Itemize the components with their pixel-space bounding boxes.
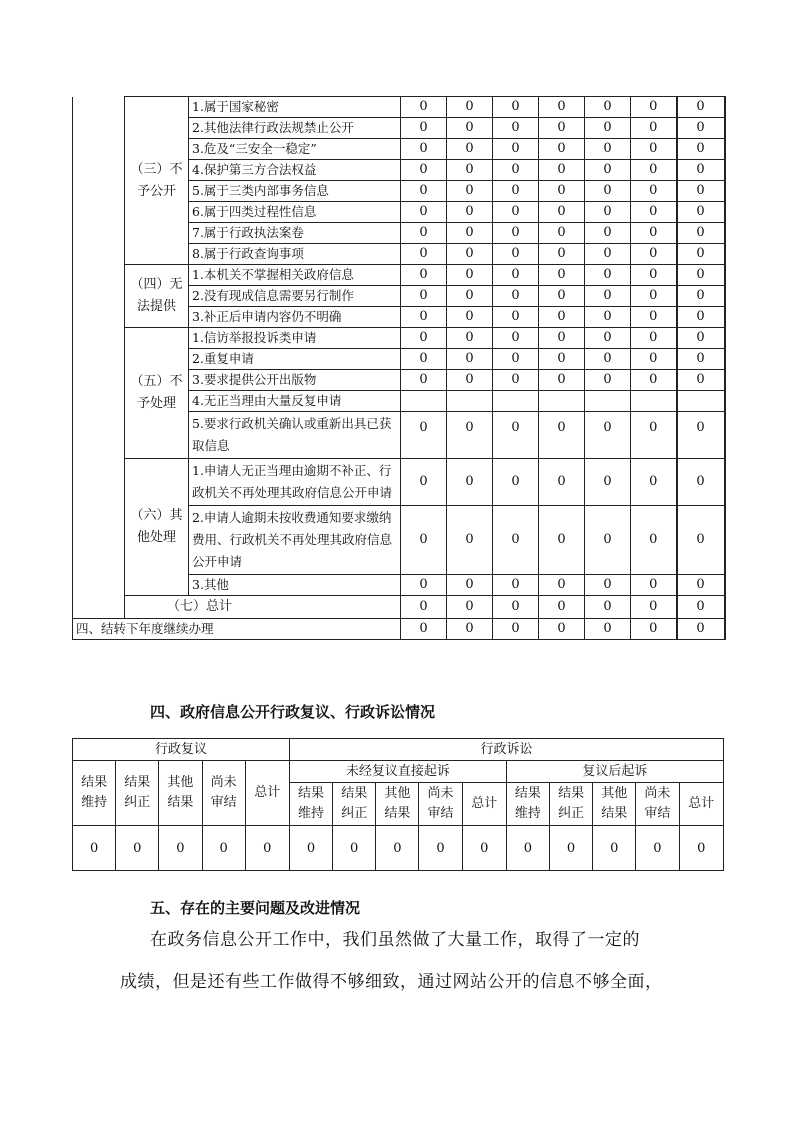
value-cell: 0 [447,202,493,223]
value-cell: 0 [677,223,725,244]
value-cell: 0 [493,412,539,459]
value-cell: 0 [585,459,631,506]
value-cell: 0 [401,328,447,349]
column-header-line: 纠正 [558,806,585,821]
value-cell: 0 [401,506,447,575]
value-cell: 0 [447,97,493,118]
value-cell: 0 [585,619,631,640]
value-cell: 0 [447,459,493,506]
column-header [462,783,506,826]
column-header-line: 总计 [688,796,715,811]
value-cell: 0 [631,286,677,307]
value-cell: 0 [677,370,725,391]
value-cell: 0 [585,286,631,307]
total-label: （七）总计 [125,596,401,619]
category-cell: （五）不予处理 [125,328,189,459]
section4-heading: 四、政府信息公开行政复议、行政诉讼情况 [150,703,436,721]
value-cell: 0 [447,575,493,596]
value-cell: 0 [677,349,725,370]
table-row [73,328,725,349]
review-litigation-table [72,738,724,871]
value-cell: 0 [677,244,725,265]
column-header-line: 维持 [298,806,325,821]
section5-heading: 五、存在的主要问题及改进情况 [150,899,361,917]
value-cell: 0 [539,202,585,223]
value-cell: 0 [636,826,679,871]
value-cell: 0 [539,349,585,370]
column-header-line: 结果 [298,786,325,801]
value-cell: 0 [493,286,539,307]
column-header [73,761,116,826]
value-cell: 0 [401,181,447,202]
column-header-line: 结果 [558,786,585,801]
review-header: 行政复议 [73,739,290,761]
value-cell: 0 [401,160,447,181]
row-label: 3.其他 [189,575,401,596]
column-header-line: 其他 [384,786,411,801]
value-cell: 0 [631,244,677,265]
direct-header: 未经复议直接起诉 [289,761,506,783]
column-header [376,783,419,826]
category-cell: （六）其他处理 [125,459,189,596]
value-cell: 0 [447,265,493,286]
value-cell: 0 [539,139,585,160]
value-cell: 0 [462,826,506,871]
row-label: 8.属于行政查询事项 [189,244,401,265]
value-cell: 0 [419,826,462,871]
value-cell: 0 [539,244,585,265]
value-cell: 0 [202,826,245,871]
row-label: 1.属于国家秘密 [189,97,401,118]
row-label: 2.没有现成信息需要另行制作 [189,286,401,307]
value-cell: 0 [539,118,585,139]
column-header-line: 结果 [514,786,541,801]
column-header-line: 其他 [167,775,194,790]
value-cell: 0 [677,328,725,349]
value-cell: 0 [539,328,585,349]
carryover-row [73,619,725,640]
column-header-line: 结果 [341,786,368,801]
column-header [289,783,332,826]
value-cell: 0 [585,596,631,619]
value-cell: 0 [585,412,631,459]
value-cell: 0 [631,349,677,370]
column-header-line: 尚未 [644,786,671,801]
category-cell: （四）无法提供 [125,265,189,328]
column-header [333,783,376,826]
value-cell: 0 [549,826,592,871]
value-cell: 0 [401,202,447,223]
value-cell: 0 [539,265,585,286]
value-cell: 0 [677,412,725,459]
value-cell: 0 [593,826,636,871]
value-cell: 0 [677,619,725,640]
value-cell: 0 [539,506,585,575]
value-cell: 0 [401,459,447,506]
value-cell: 0 [539,619,585,640]
value-cell: 0 [73,826,116,871]
value-cell: 0 [447,118,493,139]
value-cell: 0 [677,181,725,202]
value-cell: 0 [401,412,447,459]
value-cell: 0 [401,97,447,118]
value-cell: 0 [677,286,725,307]
value-cell: 0 [447,328,493,349]
value-cell: 0 [631,575,677,596]
value-cell: 0 [493,202,539,223]
disclosure-results-table [72,96,726,640]
value-cell: 0 [585,97,631,118]
value-cell: 0 [585,370,631,391]
value-cell: 0 [493,139,539,160]
value-cell: 0 [631,619,677,640]
value-cell: 0 [631,118,677,139]
value-cell: 0 [631,328,677,349]
value-cell: 0 [401,139,447,160]
column-header-line: 结果 [601,806,628,821]
column-header [636,783,679,826]
value-cell: 0 [493,265,539,286]
value-cell: 0 [539,286,585,307]
value-cell [447,391,493,412]
value-cell: 0 [539,370,585,391]
value-cell: 0 [493,97,539,118]
value-cell: 0 [447,244,493,265]
table-row [73,459,725,506]
value-cell: 0 [447,619,493,640]
value-cell: 0 [585,506,631,575]
value-cell: 0 [493,596,539,619]
row-label: 3.要求提供公开出版物 [189,370,401,391]
value-cell: 0 [447,160,493,181]
value-cell: 0 [376,826,419,871]
row-label: 5.要求行政机关确认或重新出具已获取信息 [189,412,401,459]
value-cell: 0 [677,575,725,596]
row-label: 7.属于行政执法案卷 [189,223,401,244]
value-cell: 0 [631,265,677,286]
column-header [245,761,289,826]
column-header [506,783,549,826]
value-cell: 0 [539,160,585,181]
value-cell: 0 [245,826,289,871]
value-cell: 0 [493,459,539,506]
value-cell: 0 [539,412,585,459]
value-cell: 0 [585,307,631,328]
value-cell: 0 [401,307,447,328]
total-row [73,596,725,619]
row-label: 4.无正当理由大量反复申请 [189,391,401,412]
column-header [593,783,636,826]
value-cell: 0 [401,118,447,139]
value-cell: 0 [631,202,677,223]
value-cell: 0 [585,328,631,349]
column-header-line: 纠正 [124,795,151,810]
column-header [419,783,462,826]
value-cell: 0 [447,223,493,244]
value-cell: 0 [539,596,585,619]
value-cell: 0 [493,370,539,391]
value-cell: 0 [585,181,631,202]
value-cell [539,391,585,412]
column-header-line: 结果 [124,775,151,790]
paragraph-line-1: 在政务信息公开工作中，我们虽然做了大量工作，取得了一定的 [150,930,640,950]
value-cell: 0 [447,370,493,391]
row-label: 4.保护第三方合法权益 [189,160,401,181]
value-cell: 0 [401,265,447,286]
value-cell: 0 [116,826,159,871]
value-cell: 0 [677,307,725,328]
value-cell: 0 [401,286,447,307]
value-cell: 0 [539,181,585,202]
column-header-line: 结果 [167,795,194,810]
value-cell: 0 [447,286,493,307]
value-cell: 0 [585,575,631,596]
column-header-line: 审结 [427,806,454,821]
paragraph-line-2: 成绩，但是还有些工作做得不够细致，通过网站公开的信息不够全面， [120,972,663,992]
value-cell: 0 [585,349,631,370]
value-cell: 0 [447,139,493,160]
value-cell: 0 [631,223,677,244]
column-header [679,783,724,826]
value-cell: 0 [493,223,539,244]
value-cell: 0 [401,370,447,391]
value-cell: 0 [493,118,539,139]
value-cell: 0 [585,223,631,244]
value-cell: 0 [677,506,725,575]
column-header [116,761,159,826]
row-label: 3.危及“三安全一稳定” [189,139,401,160]
value-cell: 0 [401,223,447,244]
row-label: 2.其他法律行政法规禁止公开 [189,118,401,139]
value-cell: 0 [631,139,677,160]
column-header [202,761,245,826]
value-cell: 0 [677,160,725,181]
value-cell: 0 [493,575,539,596]
table-row [73,265,725,286]
row-label: 1.信访举报投诉类申请 [189,328,401,349]
value-cell: 0 [585,118,631,139]
value-cell: 0 [631,160,677,181]
value-cell: 0 [447,181,493,202]
value-cell: 0 [447,412,493,459]
column-header-line: 维持 [81,795,108,810]
after-review-header: 复议后起诉 [506,761,723,783]
value-cell: 0 [679,826,724,871]
value-cell: 0 [401,575,447,596]
value-cell: 0 [539,223,585,244]
value-cell: 0 [631,97,677,118]
value-cell: 0 [585,244,631,265]
table-row [73,97,725,118]
value-cell: 0 [493,349,539,370]
column-header-line: 总计 [254,785,281,800]
category-cell: （三）不予公开 [125,97,189,265]
column-header-line: 维持 [514,806,541,821]
value-cell: 0 [539,459,585,506]
value-cell: 0 [677,97,725,118]
value-cell: 0 [677,265,725,286]
value-cell: 0 [447,307,493,328]
value-cell [493,391,539,412]
carryover-label: 四、结转下年度继续办理 [73,619,401,640]
value-cell: 0 [631,459,677,506]
value-cell: 0 [631,506,677,575]
value-cell: 0 [506,826,549,871]
value-cell [585,391,631,412]
column-header-line: 总计 [471,796,498,811]
value-cell: 0 [401,619,447,640]
column-header-line: 尚未 [210,775,237,790]
value-cell: 0 [585,139,631,160]
blank-cell [73,97,125,619]
value-cell: 0 [493,181,539,202]
column-header-line: 审结 [644,806,671,821]
value-cell: 0 [401,596,447,619]
value-cell [677,391,725,412]
row-label: 2.申请人逾期未按收费通知要求缴纳费用、行政机关不再处理其政府信息公开申请 [189,506,401,575]
row-label: 5.属于三类内部事务信息 [189,181,401,202]
value-cell: 0 [493,506,539,575]
value-cell: 0 [493,328,539,349]
value-cell: 0 [493,619,539,640]
value-cell: 0 [631,181,677,202]
value-cell: 0 [631,412,677,459]
column-header-line: 审结 [210,795,237,810]
row-label: 6.属于四类过程性信息 [189,202,401,223]
value-cell: 0 [585,202,631,223]
value-cell: 0 [493,244,539,265]
value-cell: 0 [539,97,585,118]
value-cell: 0 [159,826,202,871]
value-cell: 0 [677,139,725,160]
row-label: 2.重复申请 [189,349,401,370]
row-label: 1.申请人无正当理由逾期不补正、行政机关不再处理其政府信息公开申请 [189,459,401,506]
value-cell [401,391,447,412]
value-cell: 0 [333,826,376,871]
value-cell: 0 [539,575,585,596]
column-header-line: 纠正 [341,806,368,821]
value-cell: 0 [447,596,493,619]
column-header-line: 结果 [81,775,108,790]
value-cell: 0 [631,370,677,391]
value-cell: 0 [401,244,447,265]
column-header-line: 结果 [384,806,411,821]
value-cell: 0 [677,459,725,506]
value-cell: 0 [585,265,631,286]
column-header-line: 其他 [601,786,628,801]
value-cell: 0 [677,202,725,223]
column-header-line: 尚未 [427,786,454,801]
value-cell: 0 [539,307,585,328]
value-cell: 0 [493,160,539,181]
litigation-header: 行政诉讼 [289,739,723,761]
value-cell: 0 [447,506,493,575]
value-cell [631,391,677,412]
value-cell: 0 [447,349,493,370]
value-cell: 0 [401,349,447,370]
column-header [159,761,202,826]
row-label: 1.本机关不掌握相关政府信息 [189,265,401,286]
value-cell: 0 [493,307,539,328]
value-cell: 0 [631,307,677,328]
value-cell: 0 [289,826,332,871]
value-cell: 0 [631,596,677,619]
value-cell: 0 [677,596,725,619]
value-cell: 0 [585,160,631,181]
value-cell: 0 [677,118,725,139]
row-label: 3.补正后申请内容仍不明确 [189,307,401,328]
column-header [549,783,592,826]
